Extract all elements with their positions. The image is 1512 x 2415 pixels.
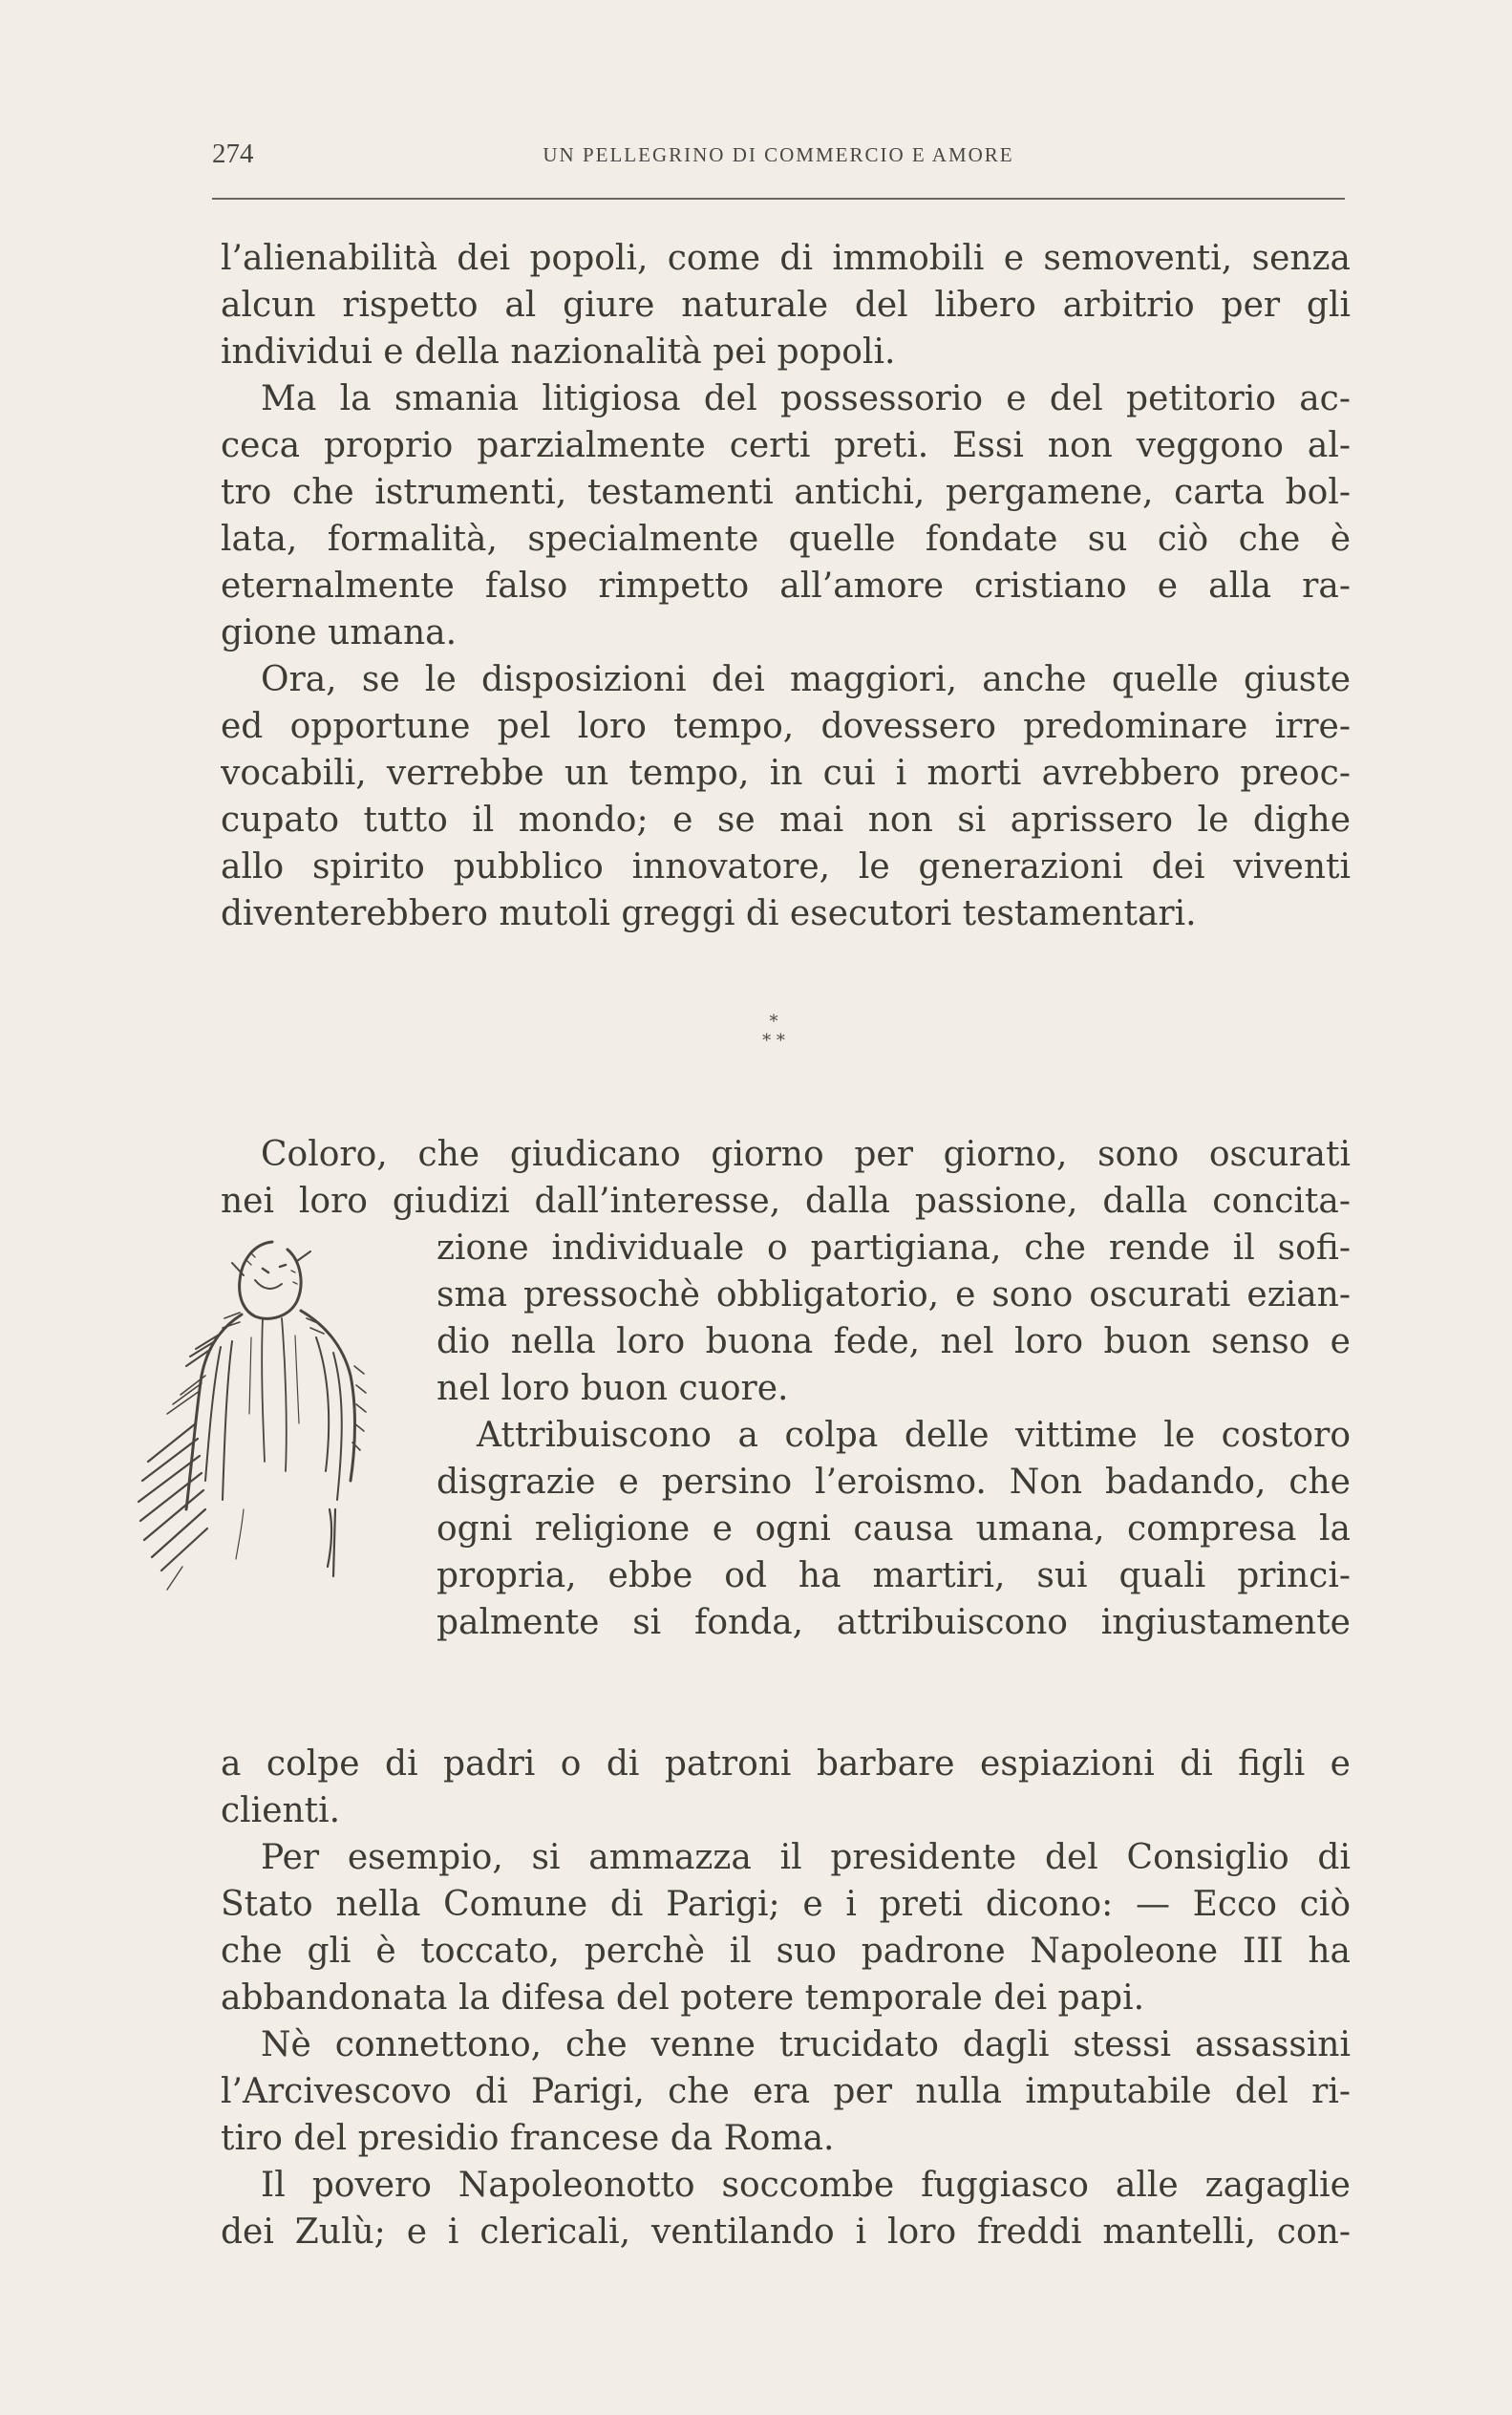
text-line: Coloro, che giudicano giorno per giorno, sono oscurati [261,1135,1351,1174]
text-line: dio nella loro buona fede, nel loro buon senso e [437,1322,1351,1361]
text-line: ed opportune pel loro tempo, dovessero predominare irre- [221,707,1351,746]
text-line: Stato nella Comune di Parigi; e i preti dicono: — Ecco ciò [221,1885,1351,1924]
text-line: allo spirito pubblico innovatore, le generazioni dei viventi [221,847,1351,887]
text-line: Nè connettono, che venne trucidato dagli stessi assassini [261,2025,1351,2064]
text-line: eternalmente falso rimpetto all’amore cristiano e alla ra- [221,566,1351,606]
paragraph-block-3 [221,1741,1351,2255]
text-line: ceca proprio parzialmente certi preti. Essi non veggono al- [221,426,1351,465]
text-line: propria, ebbe od ha martiri, sui quali princi- [437,1556,1351,1595]
text-line: palmente si fonda, attribuiscono ingiustamente [437,1603,1351,1642]
asterism-top: * [769,1012,778,1032]
text-line: Ma la smania litigiosa del possessorio e del petitorio ac- [261,379,1351,418]
text-line: dei Zulù; e i clericali, ventilando i loro freddi mantelli, con- [221,2212,1351,2252]
text-line: nei loro giudizi dall’interesse, dalla passione, dalla concita- [221,1182,1351,1221]
text-line: vocabili, verrebbe un tempo, in cui i morti avrebbero preoc- [221,754,1351,793]
running-title: UN PELLEGRINO DI COMMERCIO E AMORE [543,143,1014,166]
text-line: sma pressochè obbligatorio, e sono oscurati ezian- [437,1275,1351,1314]
text-line: lata, formalità, specialmente quelle fondate su ciò che è [221,520,1351,559]
text-line: Ora, se le disposizioni dei maggiori, anche quelle giuste [261,660,1351,699]
text-line: a colpe di padri o di patroni barbare espiazioni di figli e [221,1744,1351,1784]
text-line: Per esempio, si ammazza il presidente del Consiglio di [261,1838,1351,1877]
text-line: nel loro buon cuore. [437,1369,789,1408]
text-line: l’Arcivescovo di Parigi, che era per nulla imputabile del ri- [221,2072,1351,2111]
text-line: l’alienabilità dei popoli, come di immobili e semoventi, senza [221,239,1351,278]
text-line: ogni religione e ogni causa umana, compresa la [437,1509,1351,1549]
text-line: disgrazie e persino l’eroismo. Non badando, che [437,1463,1351,1502]
asterism-separator [726,1013,821,1051]
asterism-bottom: * * [762,1031,785,1051]
running-head [212,139,1345,177]
text-line: clienti. [221,1791,341,1830]
text-line: che gli è toccato, perchè il suo padrone Napoleone III ha [221,1932,1351,1971]
text-line: Attribuiscono a colpa delle vittime le costoro [477,1416,1351,1455]
text-line: alcun rispetto al giure naturale del libero arbitrio per gli [221,286,1351,325]
text-line: zione individuale o partigiana, che rende il sofi- [437,1229,1351,1268]
text-line: cupato tutto il mondo; e se mai non si aprissero le dighe [221,801,1351,840]
page-number: 274 [212,139,254,169]
text-line: Il povero Napoleonotto soccombe fuggiasco alle zagaglie [261,2166,1351,2205]
text-line: individui e della nazionalità pei popoli. [221,332,896,372]
cloaked-figure-illustration [129,1223,406,1624]
header-rule [212,198,1345,200]
text-line: tro che istrumenti, testamenti antichi, pergamene, carta bol- [221,473,1351,512]
text-line: abbandonata la difesa del potere temporale dei papi. [221,1978,1145,2018]
text-line: diventerebbero mutoli greggi di esecutori testamentari. [221,894,1197,933]
text-line: gione umana. [221,613,458,652]
paragraph-block-1 [221,235,1351,937]
text-line: tiro del presidio francese da Roma. [221,2119,835,2158]
